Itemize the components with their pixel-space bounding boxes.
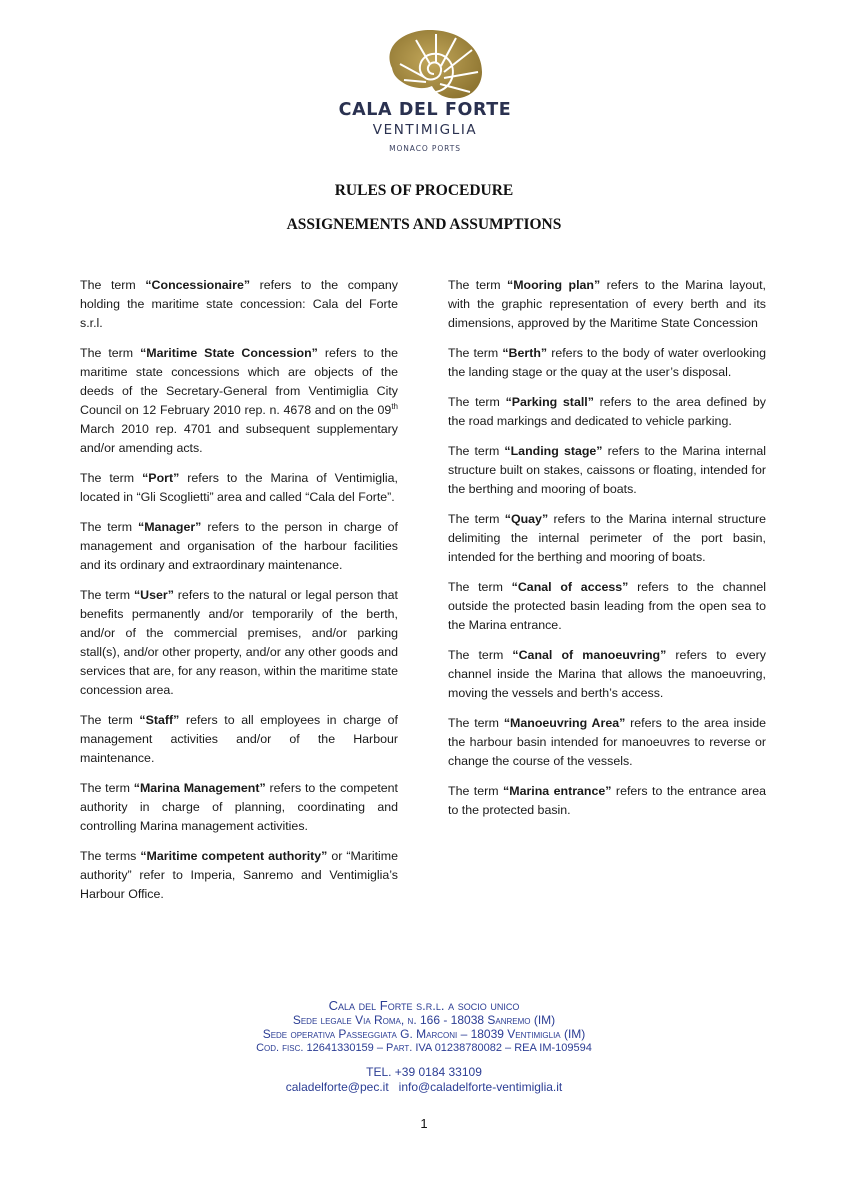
footer-contacts bbox=[0, 1065, 848, 1095]
defined-term: “Manager” bbox=[138, 520, 202, 534]
defined-term: “Marina Management” bbox=[133, 781, 266, 795]
defined-term: “Concessionaire” bbox=[145, 278, 251, 292]
right-column bbox=[448, 276, 766, 831]
definition-paragraph: The term “Parking stall” refers to the area defined by the road markings and dedicated to vehicle parking. bbox=[448, 395, 766, 428]
page-number: 1 bbox=[420, 1116, 428, 1131]
definition-paragraph: The term “Concessionaire” refers to the company holding the maritime state concession: Cala del Forte s.r.l. bbox=[80, 278, 398, 330]
defined-term: “Marina entrance” bbox=[503, 784, 612, 798]
footer-operating-seat: Sede operativa Passeggiata G. Marconi – 18039 Ventimiglia (IM) bbox=[262, 1027, 586, 1041]
definition-paragraph: The term “Quay” refers to the Marina internal structure delimiting the internal perimeter of the port basin, intended for the berthing and mooring of boats. bbox=[448, 512, 766, 564]
footer-emails bbox=[0, 1080, 848, 1095]
logo-location: VENTIMIGLIA bbox=[372, 122, 478, 138]
definition-paragraph: The term “Port” refers to the Marina of Ventimiglia, located in “Gli Scoglietti” area and called “Cala del Forte”. bbox=[80, 471, 398, 504]
defined-term: “Landing stage” bbox=[504, 444, 603, 458]
definition-paragraph: The term “Maritime State Concession” refers to the maritime state concessions which are objects of the deeds of the Secretary-General from Ventimiglia City Council on 12 February 2010 rep. n. 4678 and on the 09th March 2010 rep. 4701 and subsequent supplementary and/or amending acts. bbox=[80, 346, 398, 455]
defined-term: “Port” bbox=[142, 471, 180, 485]
logo-group: MONACO PORTS bbox=[389, 144, 461, 153]
company-logo bbox=[332, 24, 518, 160]
nautilus-shell-icon bbox=[332, 24, 518, 104]
definition-paragraph: The term “Canal of access” refers to the channel outside the protected basin leading from the open sea to the Marina entrance. bbox=[448, 580, 766, 632]
defined-term: “Parking stall” bbox=[505, 395, 594, 409]
document-subtitle: ASSIGNEMENTS AND ASSUMPTIONS bbox=[286, 216, 562, 233]
document-title: RULES OF PROCEDURE bbox=[334, 182, 514, 199]
left-column bbox=[80, 276, 398, 915]
footer-legal-seat: Sede legale Via Roma, n. 166 - 18038 Sanremo (IM) bbox=[292, 1013, 556, 1027]
definition-paragraph: The term “Berth” refers to the body of water overlooking the landing stage or the quay at the user’s disposal. bbox=[448, 346, 766, 379]
defined-term: “Quay” bbox=[504, 512, 549, 526]
defined-term: “Canal of access” bbox=[511, 580, 629, 594]
defined-term: “Maritime competent authority” bbox=[140, 849, 328, 863]
definition-paragraph: The terms “Maritime competent authority” or “Maritime authority” refer to Imperia, Sanremo and Ventimiglia’s Harbour Office. bbox=[80, 849, 399, 901]
definition-paragraph: The term “Manoeuvring Area” refers to the area inside the harbour basin intended for manoeuvres to reverse or change the course of the vessels. bbox=[448, 716, 766, 768]
definition-paragraph: The term “Mooring plan” refers to the Marina layout, with the graphic representation of every berth and its dimensions, approved by the Maritime State Concession bbox=[448, 278, 766, 330]
defined-term: “Mooring plan” bbox=[507, 278, 601, 292]
footer-phone: TEL. +39 0184 33109 bbox=[366, 1065, 482, 1079]
definition-paragraph: The term “Manager” refers to the person in charge of management and organisation of the harbour facilities and its ordinary and extraordinary maintenance. bbox=[80, 520, 398, 572]
definition-paragraph: The term “Staff” refers to all employees in charge of management activities and/or of the Harbour maintenance. bbox=[80, 713, 398, 765]
info-email-link[interactable]: info@caladelforte-ventimiglia.it bbox=[398, 1080, 563, 1094]
defined-term: “Canal of manoeuvring” bbox=[512, 648, 667, 662]
definition-paragraph: The term “Canal of manoeuvring” refers to every channel inside the Marina that allows the manoeuvring, moving the vessels and berth’s access. bbox=[448, 648, 766, 700]
defined-term: “User” bbox=[133, 588, 174, 602]
footer-company-name: Cala del Forte s.r.l. a socio unico bbox=[328, 998, 520, 1013]
defined-term: “Berth” bbox=[502, 346, 548, 360]
footer-tax-codes: Cod. fisc. 12641330159 – Part. IVA 01238780082 – REA IM-109594 bbox=[256, 1042, 592, 1054]
pec-email-link[interactable]: caladelforte@pec.it bbox=[285, 1080, 389, 1094]
definition-paragraph: The term “Landing stage” refers to the Marina internal structure built on stakes, caissons or floating, intended for the berthing and mooring of boats. bbox=[448, 444, 766, 496]
defined-term: “Staff” bbox=[139, 713, 180, 727]
defined-term: “Maritime State Concession” bbox=[140, 346, 318, 360]
defined-term: “Manoeuvring Area” bbox=[503, 716, 626, 730]
company-footer bbox=[0, 998, 848, 1055]
logo-name: CALA DEL FORTE bbox=[338, 100, 512, 120]
definition-paragraph: The term “Marina Management” refers to the competent authority in charge of planning, coordinating and controlling Marina management activities. bbox=[80, 781, 398, 833]
definition-paragraph: The term “Marina entrance” refers to the entrance area to the protected basin. bbox=[448, 784, 766, 817]
definition-paragraph: The term “User” refers to the natural or legal person that benefits permanently and/or temporarily of the berth, and/or of the commercial premises, and/or parking stall(s), and/or other property, and/or any other goods and services that are, for any reason, within the maritime state concession area. bbox=[80, 588, 398, 697]
